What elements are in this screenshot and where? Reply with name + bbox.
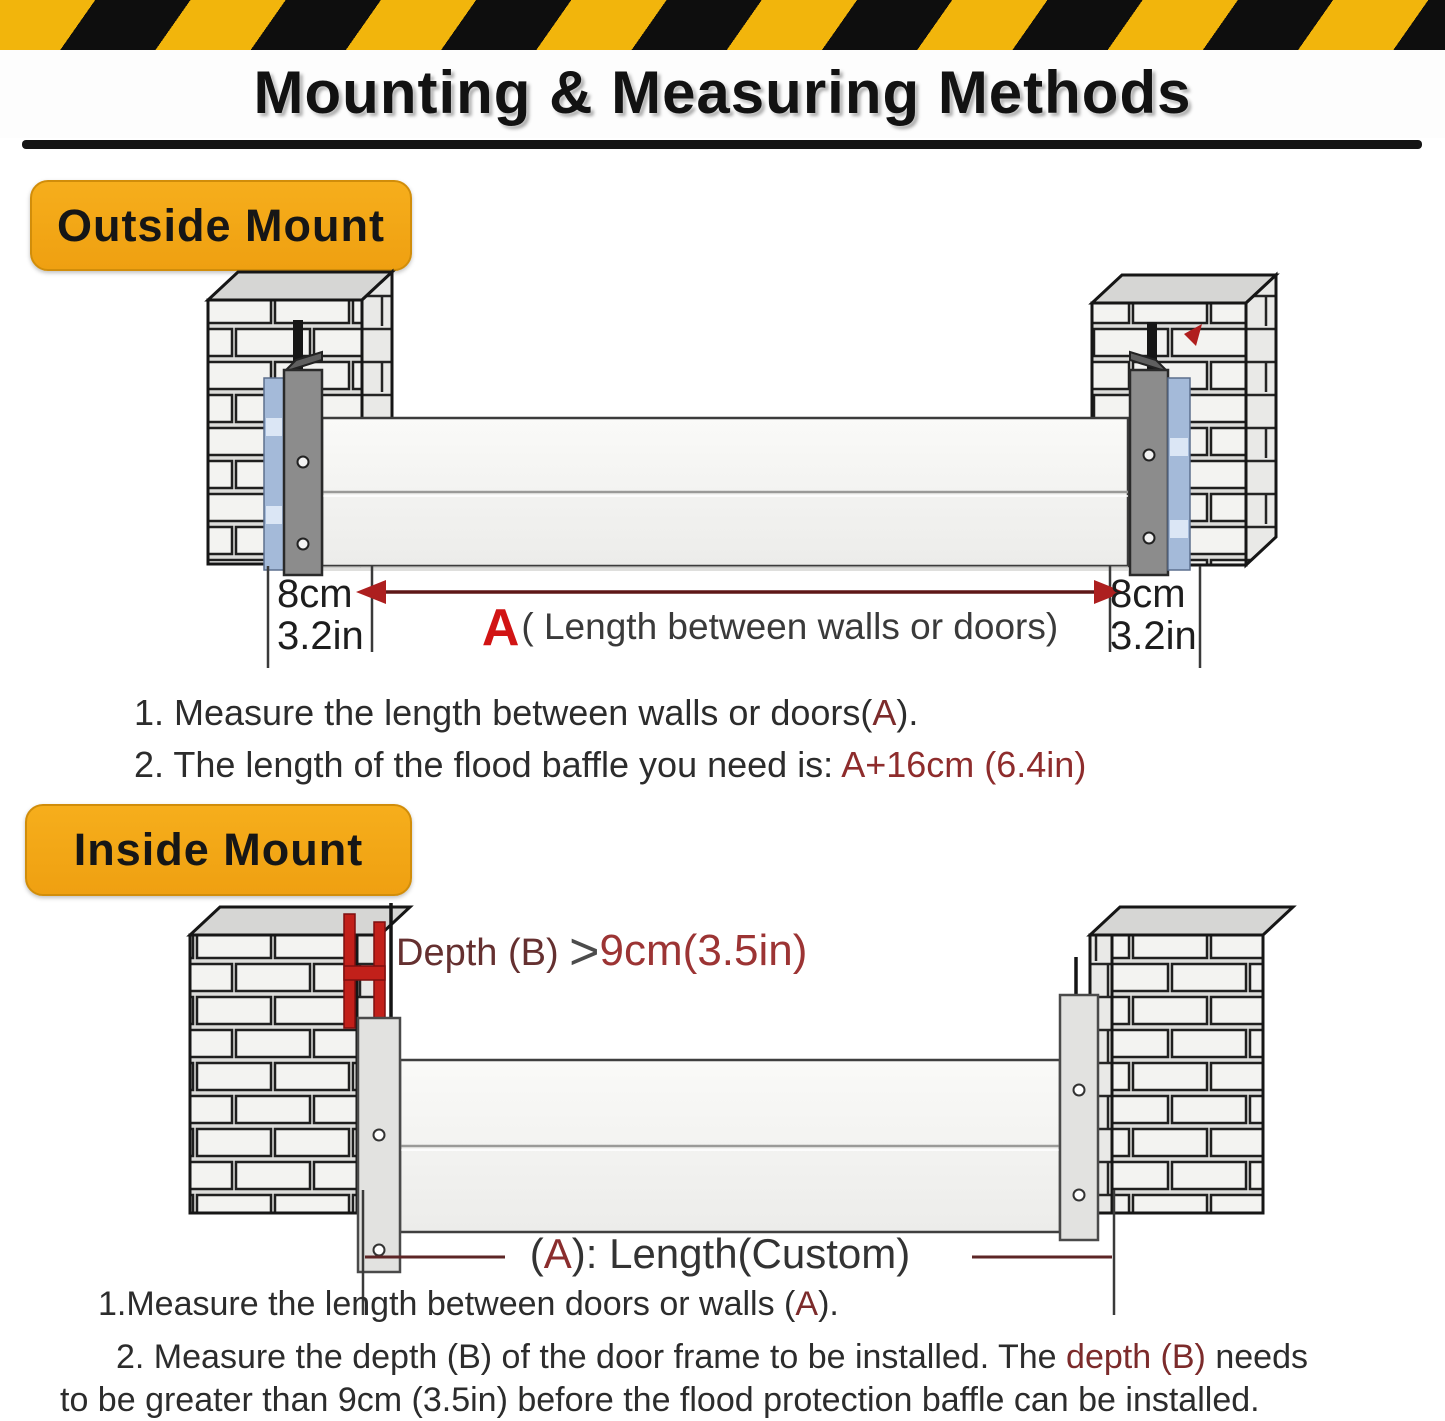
- inside-length-label: [430, 1230, 1010, 1278]
- inside-step2-tail: needs: [1205, 1338, 1308, 1376]
- bolt-hole: [374, 1130, 385, 1141]
- seal-strip-left: [264, 378, 284, 570]
- bolt-hole: [298, 457, 309, 468]
- mounting-channel-right: [1130, 352, 1168, 575]
- inside-step-1: [98, 1285, 839, 1324]
- dim-label-left: [277, 573, 364, 657]
- depth-label: [396, 922, 807, 982]
- inside-step-2-line2: to be greater than 9cm (3.5in) before the flood protection baffle can be installed.: [60, 1381, 1260, 1419]
- outside-step-1: [134, 692, 918, 734]
- bolt-hole: [1144, 533, 1155, 544]
- span-length-label-rest: ( Length between walls or doors): [521, 606, 1059, 647]
- bolt-hole: [1074, 1085, 1085, 1096]
- outside-mount-badge-label: Outside Mount: [57, 199, 385, 251]
- mounting-plate-right: [1060, 957, 1098, 1240]
- greater-than-icon: >: [569, 923, 600, 981]
- dim-right-cm: 8cm: [1110, 572, 1186, 616]
- inside-length-a: A: [543, 1230, 572, 1277]
- mounting-channel-left: [284, 352, 322, 575]
- outside-step1-accent: A: [872, 692, 897, 733]
- hazard-stripe-banner: [0, 0, 1445, 52]
- page-title: Mounting & Measuring Methods: [253, 59, 1192, 126]
- outside-step-2: [134, 744, 1086, 786]
- title-underline: [22, 140, 1422, 149]
- title-band: [0, 50, 1445, 138]
- bolt-hole: [1144, 450, 1155, 461]
- inside-step2-text: 2. Measure the depth (B) of the door frame to be installed. The: [116, 1338, 1067, 1376]
- dim-right-inch: 3.2in: [1110, 614, 1197, 658]
- outside-step1-text: 1. Measure the length between walls or doors(: [134, 692, 873, 733]
- outside-step1-close: ).: [896, 692, 919, 733]
- flood-barrier-panel-inside: [400, 1060, 1060, 1232]
- inside-step-2-line1: [116, 1338, 1308, 1377]
- outside-step2-accent: A+16cm (6.4in): [841, 744, 1087, 785]
- inside-mount-badge-label: Inside Mount: [73, 824, 364, 875]
- bolt-hole: [1074, 1190, 1085, 1201]
- inside-length-rest: ): Length(Custom): [571, 1230, 911, 1277]
- outside-step2-text: 2. The length of the flood baffle you need is:: [134, 744, 842, 785]
- inside-step1-close: ).: [818, 1285, 839, 1323]
- mounting-plate-left: [358, 1018, 400, 1272]
- inside-length-open: (: [529, 1230, 544, 1277]
- brick-pillar-right-inside: [1090, 907, 1293, 1213]
- inside-step1-accent: A: [795, 1285, 819, 1323]
- outside-mount-badge: [30, 180, 412, 271]
- flood-barrier-panel: [322, 418, 1128, 571]
- bolt-hole: [374, 1245, 385, 1256]
- seal-strip-right: [1168, 378, 1190, 570]
- bolt-hole: [298, 539, 309, 550]
- depth-label-value: 9cm(3.5in): [599, 926, 808, 975]
- depth-label-name: Depth (B): [396, 932, 570, 974]
- dim-left-inch: 3.2in: [277, 614, 364, 658]
- inside-mount-badge: [25, 804, 412, 896]
- dim-left-cm: 8cm: [277, 572, 353, 616]
- inside-step2-accent: depth (B): [1066, 1338, 1206, 1376]
- span-length-label-a: A: [481, 599, 520, 657]
- inside-step1-text: 1.Measure the length between doors or walls (: [98, 1285, 796, 1323]
- span-length-label: [400, 598, 1140, 658]
